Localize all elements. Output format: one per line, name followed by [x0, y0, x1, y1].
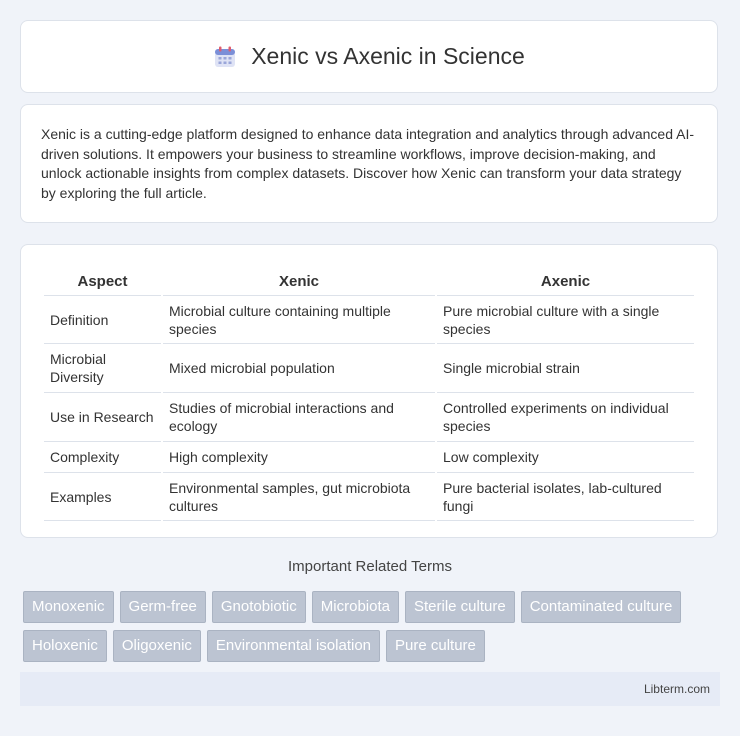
table-row [44, 296, 694, 344]
table-cell: Low complexity [437, 442, 694, 473]
table-cell: High complexity [163, 442, 435, 473]
table-cell: Definition [44, 296, 161, 344]
table-cell: Mixed microbial population [163, 344, 435, 393]
table-cell: Pure microbial culture with a single species [437, 296, 694, 344]
related-term-tag[interactable]: Gnotobiotic [212, 591, 306, 623]
table-cell: Environmental samples, gut microbiota cultures [163, 473, 435, 521]
related-terms-list [23, 591, 723, 662]
table-cell: Examples [44, 473, 161, 521]
column-header: Xenic [163, 265, 435, 296]
table-cell: Complexity [44, 442, 161, 473]
table-row [44, 473, 694, 521]
table-cell: Use in Research [44, 393, 161, 442]
page-title: Xenic vs Axenic in Science [251, 43, 525, 69]
footer-site-link[interactable]: Libterm.com [643, 682, 710, 696]
related-term-tag[interactable]: Monoxenic [23, 591, 114, 623]
table-cell: Microbial Diversity [44, 344, 161, 393]
related-term-tag[interactable]: Holoxenic [23, 630, 107, 662]
related-term-tag[interactable]: Pure culture [386, 630, 485, 662]
related-term-tag[interactable]: Microbiota [312, 591, 399, 623]
header-card [20, 20, 718, 93]
table-cell: Controlled experiments on individual species [437, 393, 694, 442]
comparison-table-card [20, 244, 718, 538]
table-row [44, 393, 694, 442]
table-cell: Microbial culture containing multiple species [163, 296, 435, 344]
related-term-tag[interactable]: Germ-free [120, 591, 206, 623]
footer [20, 672, 720, 706]
related-term-tag[interactable]: Environmental isolation [207, 630, 380, 662]
related-terms-title: Important Related Terms [288, 558, 452, 575]
intro-paragraph: Xenic is a cutting-edge platform designed to enhance data integration and analytics through advanced AI-driven solutions. It empowers your business to streamline workflows, improve decision-making, and unlock actionable insights from complex datasets. Discover how Xenic can transform your data strategy by exploring the full article. [20, 104, 718, 223]
table-header-row [44, 265, 694, 296]
related-term-tag[interactable]: Sterile culture [405, 591, 515, 623]
table-row [44, 442, 694, 473]
table-cell: Studies of microbial interactions and ecology [163, 393, 435, 442]
table-cell: Single microbial strain [437, 344, 694, 393]
calendar-icon [213, 45, 237, 69]
comparison-table [42, 265, 696, 521]
related-term-tag[interactable]: Oligoxenic [113, 630, 201, 662]
table-row [44, 344, 694, 393]
column-header: Aspect [44, 265, 161, 296]
related-term-tag[interactable]: Contaminated culture [521, 591, 682, 623]
column-header: Axenic [437, 265, 694, 296]
table-cell: Pure bacterial isolates, lab-cultured fungi [437, 473, 694, 521]
